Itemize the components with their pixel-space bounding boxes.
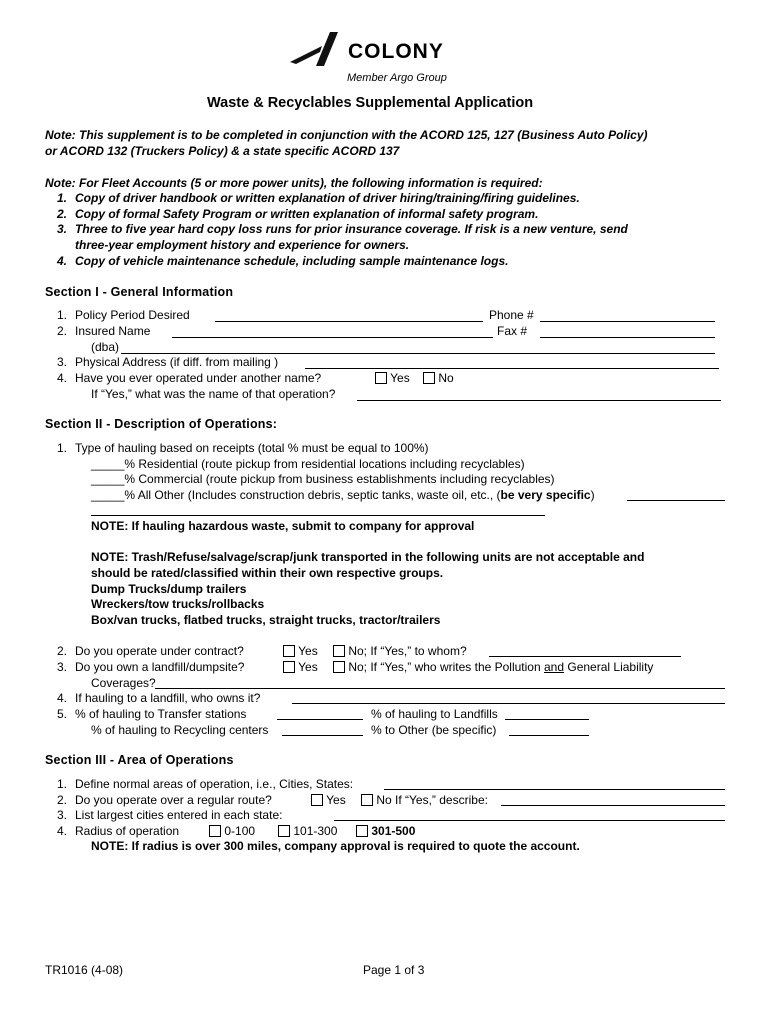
phone-field[interactable] [540,321,715,322]
recycling-field[interactable] [282,735,363,736]
physical-address-field[interactable] [305,368,719,369]
landfills-field[interactable] [505,719,589,720]
radius-301-500-checkbox[interactable] [356,825,368,837]
note-trash-5: Box/van trucks, flatbed trucks, straight trucks, tractor/trailers [91,613,441,627]
coverages-label: Coverages? [91,676,156,690]
note-trash-2: should be rated/classified within their own respective groups. [91,566,444,580]
other-name-label: If “Yes,” what was the name of that operation? [91,387,336,401]
s2-q1: 1. Type of hauling based on receipts (total % must be equal to 100%) [56,441,429,455]
colony-logo-icon [290,32,348,66]
transfer-stations-field[interactable] [277,719,363,720]
recycling-label: % of hauling to Recycling centers [91,723,269,737]
s2-q3: 3. Do you own a landfill/dumpsite? [56,660,245,674]
radius-301-500: 301-500 [356,824,415,838]
route-describe-field[interactable] [501,805,725,806]
section-2-title: Section II - Description of Operations: [45,417,278,431]
phone-label: Phone # [489,308,534,322]
contract-yes-checkbox[interactable] [283,645,295,657]
logo-brand: COLONY [348,40,444,63]
other-name-no-checkbox[interactable] [423,372,435,384]
other-name-field[interactable] [357,400,721,401]
note-hazardous: NOTE: If hauling hazardous waste, submit to company for approval [91,519,475,533]
fleet-item-3-cont: three-year employment history and experience for owners. [75,238,410,252]
largest-cities-field[interactable] [334,820,725,821]
fleet-item-2: 2. Copy of formal Safety Program or written explanation of informal safety program. [56,207,539,221]
s2-q2: 2. Do you operate under contract? [56,644,244,658]
areas-field[interactable] [384,789,725,790]
route-yes: Yes [311,793,346,807]
contract-whom-field[interactable] [489,656,681,657]
fleet-item-3: 3. Three to five year hard copy loss runs for prior insurance coverage. If risk is a new venture, send [56,222,628,236]
s1-row2: 2. Insured Name [56,324,151,338]
fleet-item-4: 4. Copy of vehicle maintenance schedule, including sample maintenance logs. [56,254,509,268]
other-specific-field[interactable] [627,500,725,501]
other-specific-label: % to Other (be specific) [371,723,497,737]
s1-row4: 4. Have you ever operated under another name? [56,371,322,385]
route-yes-checkbox[interactable] [311,794,323,806]
policy-period-field[interactable] [215,321,483,322]
form-number: TR1016 (4-08) [45,963,124,977]
hauling-residential: _____% Residential (route pickup from residential locations including recyclables) [91,457,525,471]
hauling-commercial: _____% Commercial (route pickup from business establishments including recyclables) [91,472,555,486]
route-no: No If “Yes,” describe: [361,793,488,807]
dba-label: (dba) [91,340,120,354]
other-pct-field[interactable]: _____ [91,488,125,502]
note-trash-3: Dump Trucks/dump trailers [91,582,247,596]
s2-q4: 4. If hauling to a landfill, who owns it? [56,691,261,705]
section-1-title: Section I - General Information [45,285,234,299]
dba-field[interactable] [121,353,715,354]
note-radius: NOTE: If radius is over 300 miles, company approval is required to quote the account. [91,839,580,853]
note-acord-line2: or ACORD 132 (Truckers Policy) & a state specific ACORD 137 [45,144,400,158]
s2-q5: 5. % of hauling to Transfer stations [56,707,247,721]
other-field[interactable] [509,735,589,736]
other-specific-field-2[interactable] [91,515,545,516]
other-name-yes: Yes [375,371,410,385]
logo-subtitle: Member Argo Group [347,72,447,84]
s3-q3: 3. List largest cities entered in each state: [56,808,283,822]
coverages-field[interactable] [155,688,725,689]
radius-0-100: 0-100 [209,824,255,838]
route-no-checkbox[interactable] [361,794,373,806]
s1-row1: 1. Policy Period Desired [56,308,190,322]
note-fleet-heading: Note: For Fleet Accounts (5 or more power units), the following information is required: [45,176,543,190]
other-name-no: No [423,371,454,385]
other-name-yes-checkbox[interactable] [375,372,387,384]
page-number: Page 1 of 3 [363,963,425,977]
hauling-other: _____% All Other (Includes construction debris, septic tanks, waste oil, etc., (be very specific) [91,488,595,502]
section-3-title: Section III - Area of Operations [45,753,234,767]
radius-0-100-checkbox[interactable] [209,825,221,837]
s3-q2: 2. Do you operate over a regular route? [56,793,272,807]
s3-q1: 1. Define normal areas of operation, i.e., Cities, States: [56,777,354,791]
insured-name-field[interactable] [172,337,493,338]
contract-no: No; If “Yes,” to whom? [333,644,467,658]
page-title: Waste & Recyclables Supplemental Application [207,95,534,111]
landfills-label: % of hauling to Landfills [371,707,498,721]
note-trash-4: Wreckers/tow trucks/rollbacks [91,597,265,611]
radius-101-300: 101-300 [278,824,337,838]
landfill-no: No; If “Yes,” who writes the Pollution and General Liability [333,660,653,674]
note-trash-1: NOTE: Trash/Refuse/salvage/scrap/junk transported in the following units are not acceptable and [91,550,645,564]
contract-no-checkbox[interactable] [333,645,345,657]
landfill-no-checkbox[interactable] [333,661,345,673]
contract-yes: Yes [283,644,318,658]
s3-q4: 4. Radius of operation [56,824,180,838]
landfill-yes: Yes [283,660,318,674]
note-acord-line1: Note: This supplement is to be completed in conjunction with the ACORD 125, 127 (Business Auto Policy) [45,128,648,142]
fleet-item-1: 1. Copy of driver handbook or written explanation of driver hiring/training/firing guidelines. [56,191,580,205]
s1-row3: 3. Physical Address (if diff. from mailing ) [56,355,279,369]
commercial-pct-field[interactable]: _____ [91,472,125,486]
residential-pct-field[interactable]: _____ [91,457,125,471]
landfill-yes-checkbox[interactable] [283,661,295,673]
landfill-owner-field[interactable] [292,703,725,704]
fax-label: Fax # [497,324,528,338]
fax-field[interactable] [540,337,715,338]
radius-101-300-checkbox[interactable] [278,825,290,837]
